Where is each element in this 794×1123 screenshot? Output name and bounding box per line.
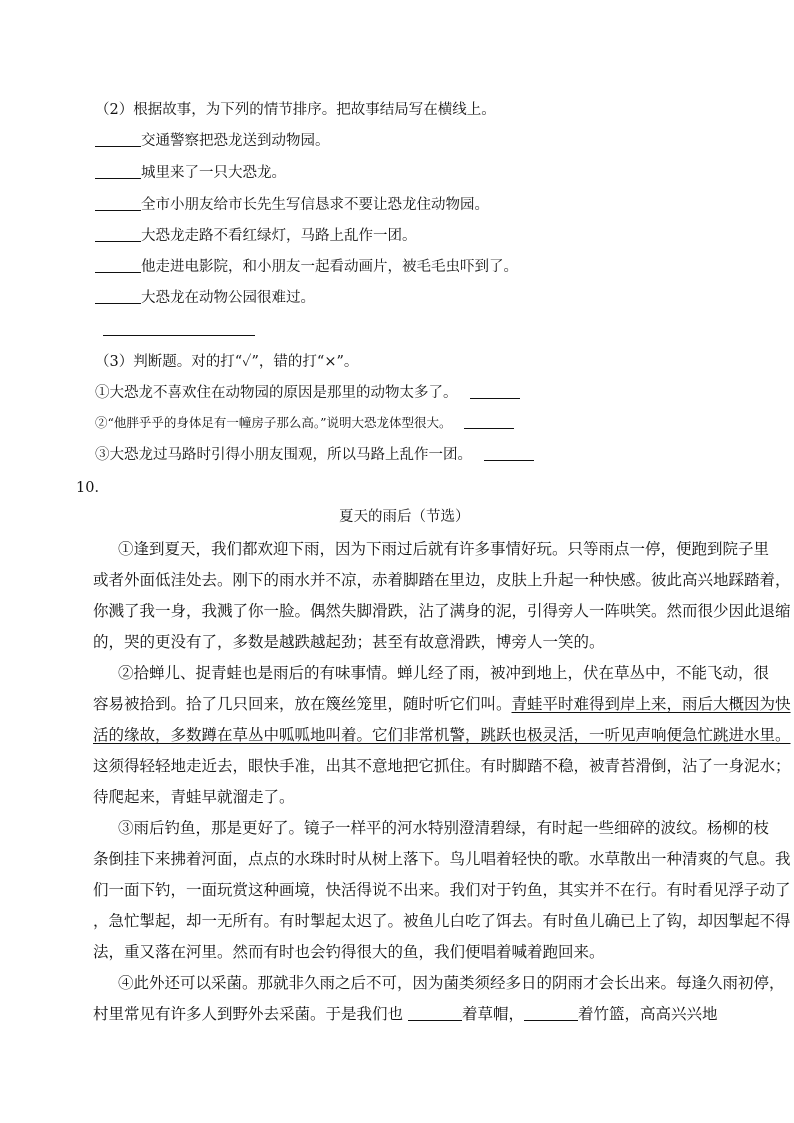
option-text: 大恐龙在动物公园很难过。 bbox=[141, 290, 315, 306]
answer-blank[interactable] bbox=[470, 398, 520, 399]
passage-line: 条倒挂下来拂着河面，点点的水珠时时从树上落下。鸟儿唱着轻快的歌。水草散出一种清爽的气息。我 bbox=[93, 850, 791, 868]
option-text: 大恐龙走路不看红绿灯，马路上乱作一团。 bbox=[141, 228, 417, 244]
underlined-sentence: 青蛙平时难得到岸上来，雨后大概因为快 bbox=[511, 695, 791, 713]
passage-line bbox=[93, 697, 791, 713]
passage-line: 你溅了我一身，我溅了你一脸。偶然失脚滑跌，沾了满身的泥，引得旁人一阵哄笑。然而很少因此退缩 bbox=[93, 602, 791, 620]
question-number: 10． bbox=[76, 480, 109, 496]
answer-blank[interactable] bbox=[95, 178, 141, 179]
passage-line: 这须得轻轻地走近去，眼快手准，出其不意地把它抓住。有时脚踏不稳，被青苔滑倒，沾了一身泥水； bbox=[93, 757, 791, 775]
q2-option-1 bbox=[95, 134, 330, 149]
passage-line: 法，重又落在河里。然而有时也会钓得很大的鱼，我们便唱着喊着跑回来。 bbox=[93, 943, 605, 961]
statement-text: ②“他胖乎乎的身体足有一幢房子那么高。”说明大恐龙体型很大。 bbox=[95, 415, 452, 430]
q2-option-3 bbox=[95, 198, 489, 213]
option-text: 他走进电影院，和小朋友一起看动画片，被毛毛虫吓到了。 bbox=[141, 259, 518, 275]
passage-line: 们一面下钓，一面玩赏这种画境，快活得说不出来。我们对于钓鱼，其实并不在行。有时看见浮子动了 bbox=[93, 881, 791, 899]
passage-line bbox=[93, 1007, 717, 1023]
answer-blank[interactable] bbox=[95, 272, 141, 273]
passage-line: ①逢到夏天，我们都欢迎下雨，因为下雨过后就有许多事情好玩。只等雨点一停，便跑到院子里 bbox=[118, 540, 770, 558]
passage-title: 夏天的雨后（节选） bbox=[339, 509, 470, 525]
answer-blank[interactable] bbox=[95, 303, 141, 304]
fill-in-blank[interactable] bbox=[408, 1020, 462, 1021]
passage-line: 的，哭的更没有了，多数是越跌越起劲；甚至有故意滑跌，博旁人一笑的。 bbox=[93, 633, 605, 651]
passage-line: 或者外面低洼处去。刚下的雨水并不凉，赤着脚踏在里边，皮肤上升起一种快感。彼此高兴地踩踏着， bbox=[93, 571, 791, 589]
q3-statement-1 bbox=[95, 386, 520, 401]
q2-option-5 bbox=[95, 260, 518, 275]
answer-blank[interactable] bbox=[95, 241, 141, 242]
passage-text: 容易被拾到。拾了几只回来，放在篾丝笼里，随时听它们叫。 bbox=[93, 695, 512, 713]
underlined-sentence: 活的缘故，多数蹲在草丛中呱呱地叫着。它们非常机警，跳跃也极灵活，一听见声响便急忙跳进水里。 bbox=[93, 726, 791, 744]
passage-line: ②拾蝉儿、捉青蛙也是雨后的有味事情。蝉儿经了雨，被冲到地上，伏在草丛中，不能飞动，很 bbox=[118, 664, 770, 682]
passage-line: ，急忙掣起，却一无所有。有时掣起太迟了。被鱼儿白吃了饵去。有时鱼儿确已上了钩，却因掣起不得 bbox=[93, 912, 791, 930]
q2-option-2 bbox=[95, 166, 286, 181]
q3-statement-2 bbox=[95, 417, 514, 430]
q2-option-4 bbox=[95, 229, 417, 244]
passage-line: 待爬起来，青蛙早就溜走了。 bbox=[93, 788, 295, 806]
option-text: 交通警察把恐龙送到动物园。 bbox=[141, 133, 330, 149]
q3-header: （3）判断题。对的打“✓”，错的打“×”。 bbox=[95, 354, 359, 370]
option-text: 城里来了一只大恐龙。 bbox=[141, 165, 286, 181]
fill-in-blank[interactable] bbox=[524, 1020, 578, 1021]
q3-statement-3 bbox=[95, 448, 534, 463]
q2-option-6 bbox=[95, 291, 315, 306]
answer-blank[interactable] bbox=[95, 210, 141, 211]
q2-header: （2）根据故事，为下列的情节排序。把故事结局写在横线上。 bbox=[95, 102, 496, 118]
passage-text: 着竹篮，高高兴兴地 bbox=[577, 1005, 718, 1023]
passage-text: 村里常见有许多人到野外去采菌。于是我们也 bbox=[93, 1005, 404, 1023]
passage-text: 着草帽， bbox=[461, 1005, 524, 1023]
statement-text: ③大恐龙过马路时引得小朋友围观，所以马路上乱作一团。 bbox=[95, 447, 472, 463]
passage-line: ④此外还可以采菌。那就非久雨之后不可，因为菌类须经多日的阴雨才会长出来。每逢久雨初停， bbox=[118, 974, 785, 992]
answer-blank[interactable] bbox=[484, 460, 534, 461]
passage-line: ③雨后钓鱼，那是更好了。镜子一样平的河水特别澄清碧绿，有时起一些细碎的波纹。杨柳的枝 bbox=[118, 819, 770, 837]
story-ending-answer-line[interactable] bbox=[103, 335, 255, 336]
option-text: 全市小朋友给市长先生写信恳求不要让恐龙住动物园。 bbox=[141, 197, 489, 213]
answer-blank[interactable] bbox=[95, 146, 141, 147]
answer-blank[interactable] bbox=[464, 428, 514, 429]
statement-text: ①大恐龙不喜欢住在动物园的原因是那里的动物太多了。 bbox=[95, 385, 458, 401]
